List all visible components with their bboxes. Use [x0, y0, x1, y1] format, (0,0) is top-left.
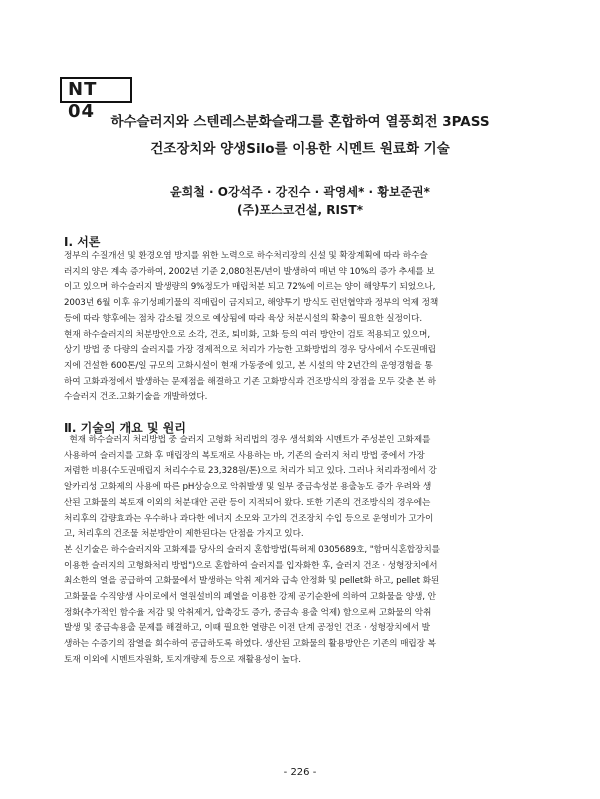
text-line: 정화(추가적인 함수율 저감 및 악취제거, 압축강도 증가, 중금속 용출 억제) 함으로써 고화물의 악취	[64, 607, 432, 618]
section-heading-overview: Ⅱ. 기술의 개요 및 원리	[64, 421, 186, 435]
text-line: 2003년 6월 이후 유기성폐기물의 직매립이 금지되고, 해양투기 방식도 런던협약과 정부의 억제 정책	[64, 298, 439, 309]
introduction-paragraph	[64, 249, 540, 406]
text-line: 고, 처리후의 건조물 처분방안이 제한된다는 단점을 가지고 있다.	[64, 529, 304, 540]
text-line: 이고 있으며 하수슬러지 발생량의 9%정도가 매립처분 되고 72%에 이르는 양이 해양투기 되었으나,	[64, 282, 436, 293]
title-line-1: 하수슬러지와 스텐레스분화슬래그를 혼합하여 열풍회전 3PASS	[110, 114, 490, 130]
text-line: 등에 따라 향후에는 점차 감소될 것으로 예상됨에 따라 육상 처분시설의 확충이 필요한 실정이다.	[64, 313, 422, 324]
paper-code-box: NT 04	[60, 77, 132, 103]
text-line: 생하는 수증기의 잠열을 회수하여 공급하도록 하였다. 생산된 고화물의 활용방안은 기존의 매립장 복	[64, 639, 436, 650]
text-line: 처리후의 감량효과는 우수하나 과다한 에너지 소모와 고가의 건조장치 수입 등으로 운영비가 고가이	[64, 513, 434, 524]
text-line: 최소한의 열을 공급하여 고화물에서 발생하는 악취 제거와 급속 안정화 및 pellet화 하고, pellet 화된	[64, 576, 440, 587]
author-affiliation: (주)포스코건설, RIST*	[236, 203, 364, 217]
text-line: 산된 고화물의 복토재 이외의 처분대안 곤란 등이 지적되어 왔다. 또한 기존의 건조방식의 경우에는	[64, 497, 431, 508]
page-number: - 226 -	[283, 767, 317, 778]
text-line: 토재 이외에 시멘트자원화, 토지개량제 등으로 재활용성이 높다.	[64, 654, 301, 665]
overview-paragraph	[64, 433, 540, 669]
text-line: 저렴한 비용(수도권매립지 처리수수료 23,328원/톤)으로 처리가 되고 있다. 그러나 처리과정에서 강	[64, 466, 437, 477]
text-line: 하여 고화과정에서 발생하는 문제점을 해결하고 기존 고화방식과 건조방식의 장점을 모두 갖춘 본 하	[64, 376, 436, 387]
text-line: 러지의 양은 계속 증가하여, 2002년 기준 2,080천톤/년이 발생하여 매년 약 10%의 증가 추세를 보	[64, 266, 435, 277]
title-line-2: 건조장치와 양생Silo를 이용한 시멘트 원료화 기술	[150, 141, 450, 157]
text-line: 지에 건설한 600톤/일 규모의 고화시설이 현재 가동중에 있고, 본 시설의 약 2년간의 운영경험을 통	[64, 360, 433, 371]
text-line: 고화물을 수직양생 사이로에서 열원설비의 폐열을 이용한 강제 공기순환에 의하여 고화물을 양생, 안	[64, 592, 436, 603]
text-line: 알카리성 고화제의 사용에 따른 pH상승으로 악취발생 및 일부 중금속성분 용출농도 증가 우려와 생	[64, 482, 432, 493]
text-line: 현재 하수슬러지의 처분방안으로 소각, 건조, 퇴비화, 고화 등의 여러 방안이 검토 적용되고 있으며,	[64, 329, 430, 340]
author-names: 윤희철 · O강석주 · 강진수 · 곽영세* · 황보준권*	[170, 185, 430, 199]
text-line: 수슬러지 건조.고화기술을 개발하였다.	[64, 392, 208, 403]
text-line: 현재 하수슬러지 처리방법 중 슬러지 고형화 처리법의 경우 생석회와 시멘트가 주성분인 고화제를	[64, 435, 431, 445]
text-line: 본 신기술은 하수슬러지와 고화제를 당사의 슬러지 혼합방법(특허제 0305689호, "함머식혼합장치를	[64, 544, 440, 555]
text-line: 상기 방법 중 다량의 슬러지를 가장 경제적으로 처리가 가능한 고화방법의 경우 당사에서 수도권매립	[64, 345, 436, 356]
text-line: 정부의 수질개선 및 환경오염 방지를 위한 노력으로 하수처리장의 신설 및 확장계획에 따라 하수슬	[64, 251, 428, 261]
section-heading-introduction: Ⅰ. 서론	[64, 235, 101, 249]
text-line: 이용한 슬러지의 고형화처리 방법")으로 혼합하여 슬러지를 입자화한 후, 슬러지 건조 · 성형장치에서	[64, 560, 438, 571]
text-line: 사용하여 슬러지를 고화 후 매립장의 복토재로 사용하는 바, 기존의 슬러지 처리 방법 중에서 가장	[64, 450, 425, 461]
text-line: 발생 및 중금속용출 문제를 해결하고, 이때 필요한 열량은 이전 단계 공정인 건조 · 성형장치에서 발	[64, 623, 430, 634]
